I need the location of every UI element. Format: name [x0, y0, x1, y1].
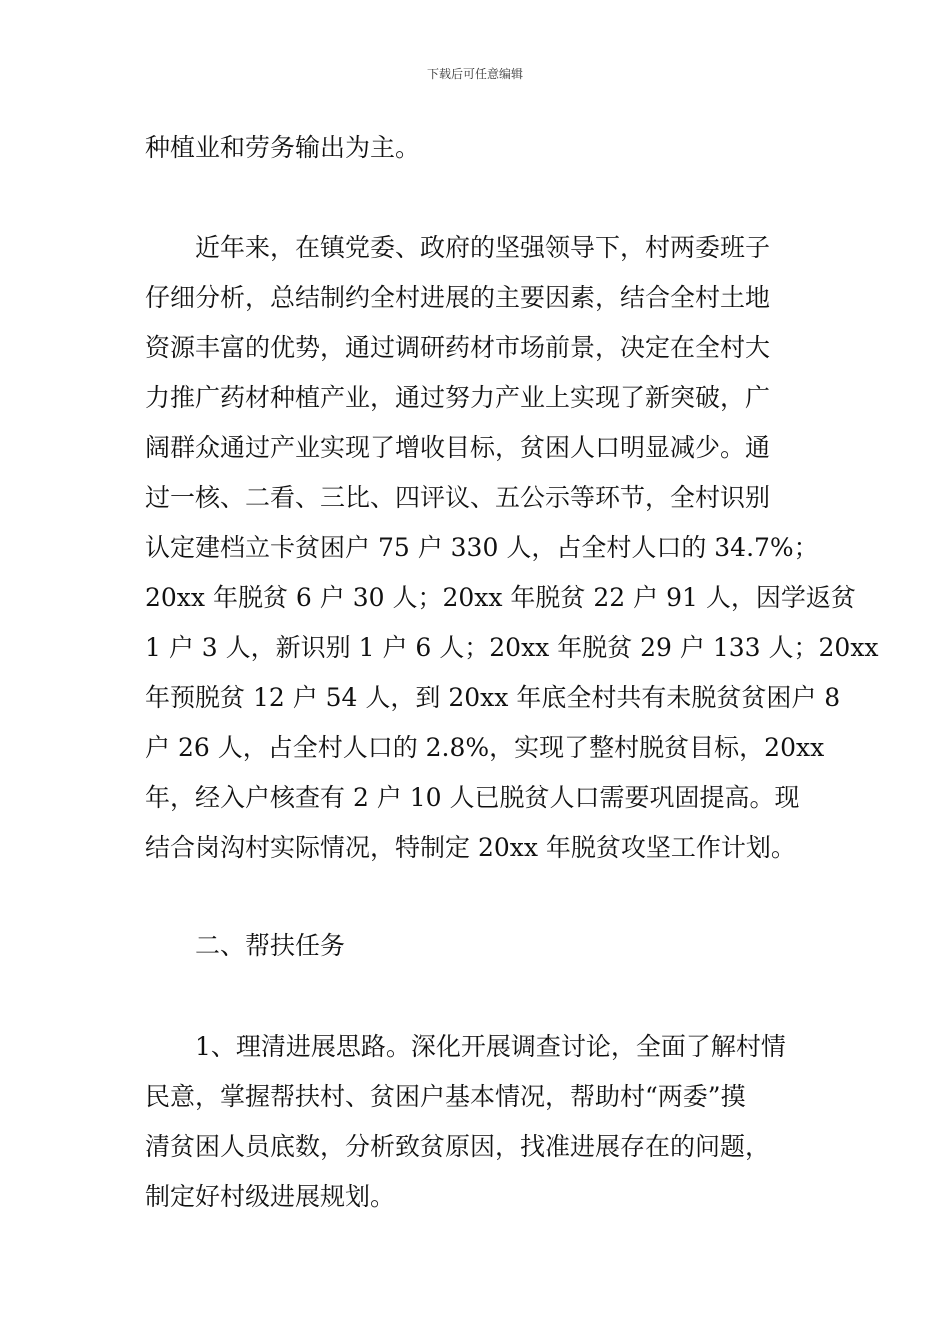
text-line: 阔群众通过产业实现了增收目标，贫困人口明显减少。通 [145, 433, 771, 462]
text-line: 1 户 3 人，新识别 1 户 6 人；20xx 年脱贫 29 户 133 人；20xx [145, 633, 879, 662]
text-line: 年，经入户核查有 2 户 10 人已脱贫人口需要巩固提高。现 [145, 783, 800, 812]
text-line: 仔细分析，总结制约全村进展的主要因素，结合全村土地 [145, 283, 771, 312]
text-line: 制定好村级进展规划。 [145, 1182, 396, 1211]
text-line: 近年来，在镇党委、政府的坚强领导下，村两委班子 [195, 233, 771, 262]
text-line: 认定建档立卡贫困户 75 户 330 人，占全村人口的 34.7%； [145, 533, 819, 562]
section-heading: 二、帮扶任务 [195, 931, 346, 960]
text-line: 户 26 人，占全村人口的 2.8%，实现了整村脱贫目标，20xx [145, 733, 825, 762]
text-line: 20xx 年脱贫 6 户 30 人；20xx 年脱贫 22 户 91 人，因学返贫 [145, 583, 856, 612]
text-line: 资源丰富的优势，通过调研药材市场前景，决定在全村大 [145, 333, 771, 362]
text-line: 年预脱贫 12 户 54 人，到 20xx 年底全村共有未脱贫贫困户 8 [145, 683, 841, 712]
text-line: 力推广药材种植产业，通过努力产业上实现了新突破，广 [145, 383, 771, 412]
text-line: 过一核、二看、三比、四评议、五公示等环节，全村识别 [145, 483, 771, 512]
page-header: 下载后可任意编辑 [426, 67, 523, 81]
text-line: 种植业和劳务输出为主。 [145, 133, 421, 162]
text-line: 民意，掌握帮扶村、贫困户基本情况，帮助村“两委”摸 [145, 1082, 746, 1111]
text-line: 1、理清进展思路。深化开展调查讨论，全面了解村情 [195, 1032, 786, 1061]
text-line: 结合岗沟村实际情况，特制定 20xx 年脱贫攻坚工作计划。 [145, 833, 796, 862]
text-line: 清贫困人员底数，分析致贫原因，找准进展存在的问题， [145, 1132, 771, 1161]
